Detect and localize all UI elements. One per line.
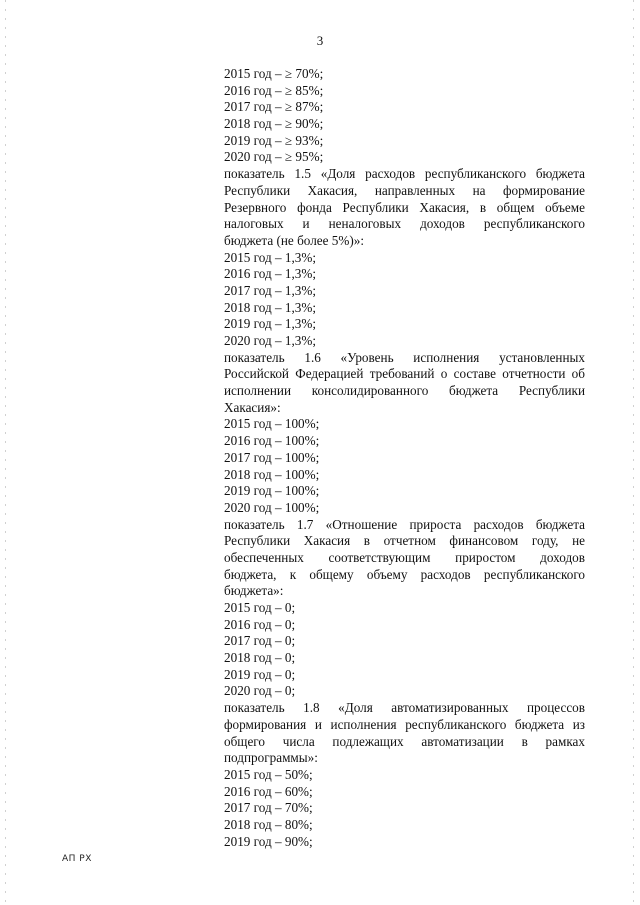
scan-edge-left (5, 0, 6, 905)
text-line: 2016 год – 1,3%; (224, 266, 316, 282)
text-line: 2016 год – ≥ 85%; (224, 82, 324, 98)
text-line: 2019 год – ≥ 93%; (224, 132, 324, 148)
text-line: 2019 год – 100%; (224, 483, 320, 499)
text-line: 2020 год – 0; (224, 683, 296, 699)
text-line: 2017 год – ≥ 87%; (224, 99, 324, 115)
paragraph (224, 166, 585, 249)
text-line: бюджета (не более 5%)»: (224, 232, 365, 248)
text-line: 2019 год – 0; (224, 666, 296, 682)
text-line: 2018 год – 100%; (224, 466, 320, 482)
text-line: 2018 год – 0; (224, 650, 296, 666)
text-line: Российской Федерацией требований о составе отчетности об (224, 366, 585, 382)
text-line: Республики Хакасия в отчетном финансовом году, не (224, 533, 585, 549)
text-line: подпрограммы»: (224, 750, 318, 766)
document-body (224, 66, 585, 850)
text-line: 2018 год – 1,3%; (224, 299, 316, 315)
text-line: Резервного фонда Республики Хакасия, в общем объеме (224, 199, 585, 215)
page-number: 3 (316, 33, 324, 48)
text-line: 2016 год – 100%; (224, 433, 320, 449)
text-line: бюджета»: (224, 583, 284, 599)
text-line: 2017 год – 70%; (224, 800, 313, 816)
text-line: показатель 1.7 «Отношение прироста расходов бюджета (224, 516, 585, 532)
paragraph (224, 416, 585, 516)
text-line: 2015 год – 0; (224, 600, 296, 615)
text-line: налоговых и неналоговых доходов республиканского (224, 216, 585, 232)
text-line: показатель 1.8 «Доля автоматизированных процессов (224, 700, 585, 716)
text-line: общего числа подлежащих автоматизации в рамках (224, 733, 585, 749)
text-line: 2016 год – 60%; (224, 783, 313, 799)
text-line: показатель 1.6 «Уровень исполнения установленных (224, 349, 585, 365)
text-line: Хакасия»: (224, 399, 281, 415)
text-line: 2017 год – 100%; (224, 449, 320, 465)
text-line: 2015 год – ≥ 70%; (224, 66, 324, 81)
text-line: 2020 год – 100%; (224, 499, 320, 515)
text-line: 2015 год – 100%; (224, 416, 320, 432)
text-line: бюджета, к общему объему расходов республиканского (224, 566, 585, 582)
text-line: исполнении консолидированного бюджета Республики (224, 383, 585, 399)
text-line: 2019 год – 1,3%; (224, 316, 316, 332)
footer-label: АП РХ (62, 854, 92, 864)
text-line: 2020 год – ≥ 95%; (224, 149, 324, 165)
paragraph (224, 700, 585, 767)
text-line: 2020 год – 1,3%; (224, 333, 316, 348)
text-line: 2016 год – 0; (224, 616, 296, 632)
text-line: 2017 год – 0; (224, 633, 296, 649)
paragraph (224, 767, 585, 850)
text-line: 2018 год – 80%; (224, 816, 313, 832)
text-line: показатель 1.5 «Доля расходов республиканского бюджета (224, 166, 585, 182)
text-line: 2015 год – 1,3%; (224, 249, 316, 265)
text-line: 2017 год – 1,3%; (224, 282, 316, 298)
text-line: 2019 год – 90%; (224, 833, 313, 849)
text-line: формирования и исполнения республиканского бюджета из (224, 716, 585, 732)
text-line: обеспеченных соответствующим приростом доходов (224, 549, 585, 565)
scan-edge-right (633, 0, 634, 905)
paragraph (224, 66, 585, 166)
paragraph (224, 350, 585, 417)
text-line: 2018 год – ≥ 90%; (224, 116, 324, 132)
text-line: 2015 год – 50%; (224, 766, 313, 782)
paragraph (224, 250, 585, 350)
paragraph (224, 517, 585, 600)
text-line: Республики Хакасия, направленных на формирование (224, 182, 585, 198)
paragraph (224, 600, 585, 700)
